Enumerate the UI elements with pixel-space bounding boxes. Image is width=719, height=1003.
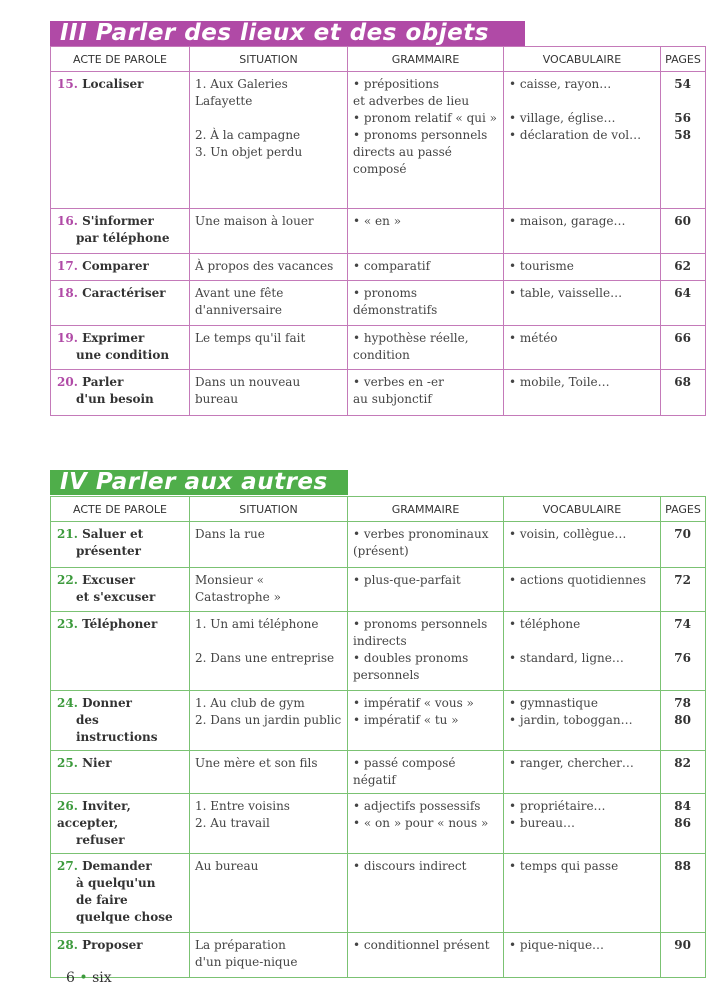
pages-cell: 60 [661,209,706,254]
header-vocabulaire: VOCABULAIRE [504,47,661,72]
unit-4-title: IV Parler aux autres [50,470,348,495]
grammaire-cell: • adjectifs possessifs • « on » pour « nous » [348,794,504,854]
table-row [51,281,706,326]
grammaire-cell: • impératif « vous » • impératif « tu » [348,691,504,751]
situation-cell: Monsieur « Catastrophe » [190,568,348,612]
situation-cell: 1. Entre voisins 2. Au travail [190,794,348,854]
situation-cell: Une maison à louer [190,209,348,254]
table-row [51,326,706,370]
acte-cell: 23. Téléphoner [51,612,190,691]
grammaire-cell: • comparatif [348,254,504,281]
pages-cell: 54 56 58 [661,72,706,209]
table-row [51,933,706,978]
grammaire-cell: • conditionnel présent [348,933,504,978]
grammaire-cell: • pronoms personnels indirects • doubles pronoms personnels [348,612,504,691]
acte-cell: 28. Proposer [51,933,190,978]
pages-cell: 72 [661,568,706,612]
bullet-icon: • [79,970,88,986]
acte-cell: 18. Caractériser [51,281,190,326]
grammaire-cell: • discours indirect [348,854,504,933]
pages-cell: 74 76 [661,612,706,691]
grammaire-cell: • pronoms démonstratifs [348,281,504,326]
acte-cell: 16. S'informer par téléphone [51,209,190,254]
header-pages: PAGES [661,497,706,522]
table-header-row [51,47,706,72]
acte-cell: 27. Demander à quelqu'un de faire quelque chose [51,854,190,933]
header-grammaire: GRAMMAIRE [348,497,504,522]
vocabulaire-cell: • temps qui passe [504,854,661,933]
acte-cell: 19. Exprimer une condition [51,326,190,370]
pages-cell: 78 80 [661,691,706,751]
acte-cell: 25. Nier [51,751,190,794]
unit-3-table [50,46,706,416]
grammaire-cell: • « en » [348,209,504,254]
vocabulaire-cell: • tourisme [504,254,661,281]
header-grammaire: GRAMMAIRE [348,47,504,72]
pages-cell: 84 86 [661,794,706,854]
pages-cell: 62 [661,254,706,281]
header-acte: ACTE DE PAROLE [51,497,190,522]
situation-cell: Le temps qu'il fait [190,326,348,370]
situation-cell: La préparation d'un pique-nique [190,933,348,978]
header-acte: ACTE DE PAROLE [51,47,190,72]
unit-3-title: III Parler des lieux et des objets [50,21,525,46]
table-row [51,370,706,416]
vocabulaire-cell: • table, vaisselle… [504,281,661,326]
vocabulaire-cell: • téléphone • standard, ligne… [504,612,661,691]
table-header-row [51,497,706,522]
vocabulaire-cell: • ranger, chercher… [504,751,661,794]
vocabulaire-cell: • actions quotidiennes [504,568,661,612]
situation-cell: Dans la rue [190,522,348,568]
vocabulaire-cell: • propriétaire… • bureau… [504,794,661,854]
grammaire-cell: • passé composé négatif [348,751,504,794]
vocabulaire-cell: • caisse, rayon… • village, église… • déclaration de vol… [504,72,661,209]
table-row [51,691,706,751]
grammaire-cell: • plus-que-parfait [348,568,504,612]
pages-cell: 88 [661,854,706,933]
grammaire-cell: • prépositions et adverbes de lieu • pronom relatif « qui » • pronoms personnels directs au passé composé [348,72,504,209]
header-vocabulaire: VOCABULAIRE [504,497,661,522]
acte-cell: 24. Donner des instructions [51,691,190,751]
unit-4-table [50,496,706,978]
table-row [51,612,706,691]
situation-cell: Au bureau [190,854,348,933]
table-row [51,72,706,209]
header-situation: SITUATION [190,47,348,72]
acte-cell: 22. Excuser et s'excuser [51,568,190,612]
vocabulaire-cell: • pique-nique… [504,933,661,978]
acte-cell: 21. Saluer et présenter [51,522,190,568]
vocabulaire-cell: • météo [504,326,661,370]
header-situation: SITUATION [190,497,348,522]
table-row [51,854,706,933]
situation-cell: Avant une fête d'anniversaire [190,281,348,326]
situation-cell: Une mère et son fils [190,751,348,794]
acte-cell: 26. Inviter, accepter, refuser [51,794,190,854]
situation-cell: Dans un nouveau bureau [190,370,348,416]
pages-cell: 90 [661,933,706,978]
grammaire-cell: • verbes en -er au subjonctif [348,370,504,416]
vocabulaire-cell: • mobile, Toile… [504,370,661,416]
grammaire-cell: • hypothèse réelle, condition [348,326,504,370]
page-word: six [92,970,112,986]
header-pages: PAGES [661,47,706,72]
page-number: 6 [66,970,75,986]
situation-cell: À propos des vacances [190,254,348,281]
table-row [51,568,706,612]
acte-cell: 15. Localiser [51,72,190,209]
table-row [51,522,706,568]
table-row [51,751,706,794]
pages-cell: 66 [661,326,706,370]
table-row [51,254,706,281]
pages-cell: 68 [661,370,706,416]
pages-cell: 64 [661,281,706,326]
situation-cell: 1. Au club de gym 2. Dans un jardin public [190,691,348,751]
table-row [51,794,706,854]
page-footer [66,970,112,986]
pages-cell: 82 [661,751,706,794]
table-row [51,209,706,254]
vocabulaire-cell: • voisin, collègue… [504,522,661,568]
pages-cell: 70 [661,522,706,568]
vocabulaire-cell: • gymnastique • jardin, toboggan… [504,691,661,751]
grammaire-cell: • verbes pronominaux (présent) [348,522,504,568]
situation-cell: 1. Aux Galeries Lafayette 2. À la campagne 3. Un objet perdu [190,72,348,209]
acte-cell: 20. Parler d'un besoin [51,370,190,416]
acte-cell: 17. Comparer [51,254,190,281]
situation-cell: 1. Un ami téléphone 2. Dans une entreprise [190,612,348,691]
vocabulaire-cell: • maison, garage… [504,209,661,254]
